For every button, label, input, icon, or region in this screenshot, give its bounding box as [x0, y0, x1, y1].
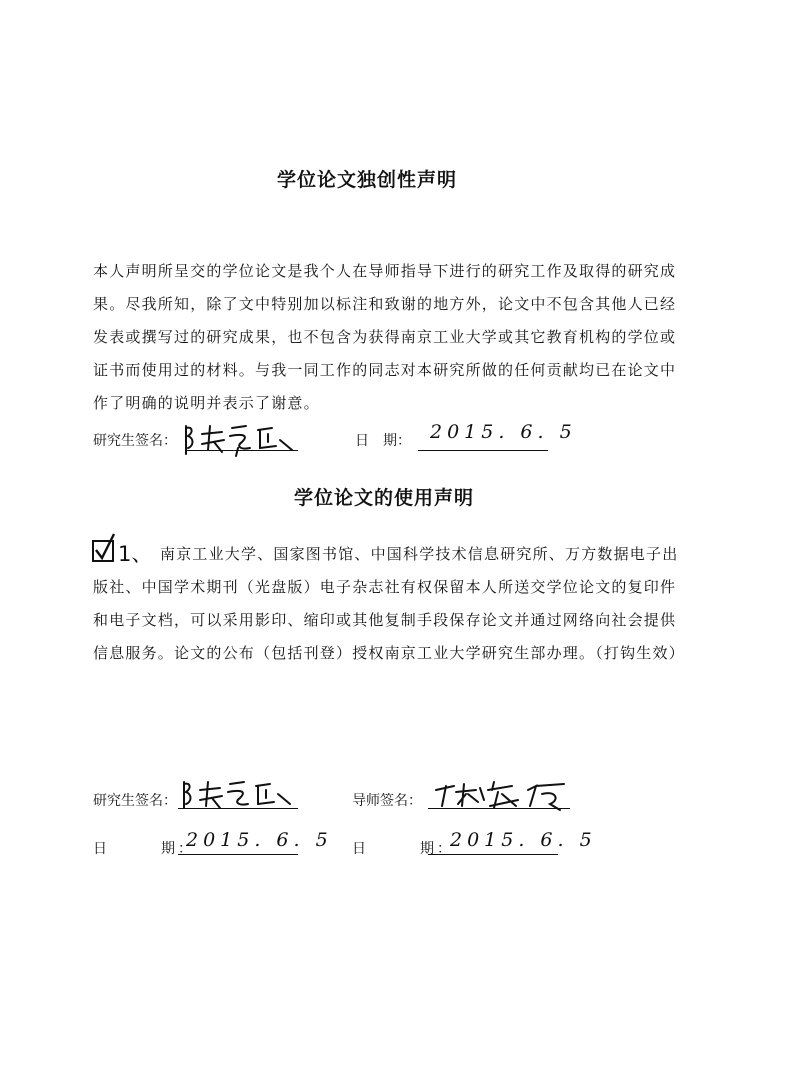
final-student-date-underline [178, 854, 298, 855]
advisor-sign-label: 导师签名： [352, 793, 422, 809]
student-sign-underline [186, 450, 298, 451]
advisor-underline [428, 808, 570, 809]
advisor-date: 2015. 6. 5 [450, 829, 597, 851]
usage-body: 南京工业大学、国家图书馆、中国科学技术信息研究所、万方数据电子出版社、中国学术期刊（光盘版）电子杂志社有权保留本人所送交学位论文的复印件和电子文档，可以采用影印、缩印或其他复制手段保存论文并通过网络向社会提供信息服务。论文的公布（包括刊登）授权南京工业大学研究生部办理。（打钩生效） [93, 545, 685, 662]
final-student-underline [178, 808, 298, 809]
usage-title: 学位论文的使用声明 [294, 487, 475, 509]
advisor-date-underline [428, 854, 558, 855]
final-student-date: 2015. 6. 5 [186, 829, 333, 851]
date-value: 2015. 6. 5 [430, 421, 577, 443]
final-student-sign-label: 研究生签名： [93, 793, 177, 809]
advisor-date-label: 日 期： [352, 841, 454, 857]
advisor-signature [432, 776, 572, 816]
originality-body: 本人声明所呈交的学位论文是我个人在导师指导下进行的研究工作及取得的研究成果。尽我所知，除了文中特别加以标注和致谢的地方外，论文中不包含其他人已经发表或撰写过的研究成果，也不包含为获得南京工业大学或其它教育机构的学位或证书而使用过的材料。与我一同工作的同志对本研究所做的任何贡献均已在论文中作了明确的说明并表示了谢意。 [93, 262, 677, 412]
student-signature [180, 420, 300, 460]
final-student-signature [178, 776, 298, 816]
date-underline [418, 450, 548, 451]
final-student-date-label: 日 期： [93, 841, 195, 857]
date-label: 日 期： [355, 433, 411, 449]
usage-item-number: 1、 [118, 542, 153, 566]
student-sign-label: 研究生签名： [93, 433, 177, 449]
originality-title: 学位论文独创性声明 [277, 169, 458, 191]
